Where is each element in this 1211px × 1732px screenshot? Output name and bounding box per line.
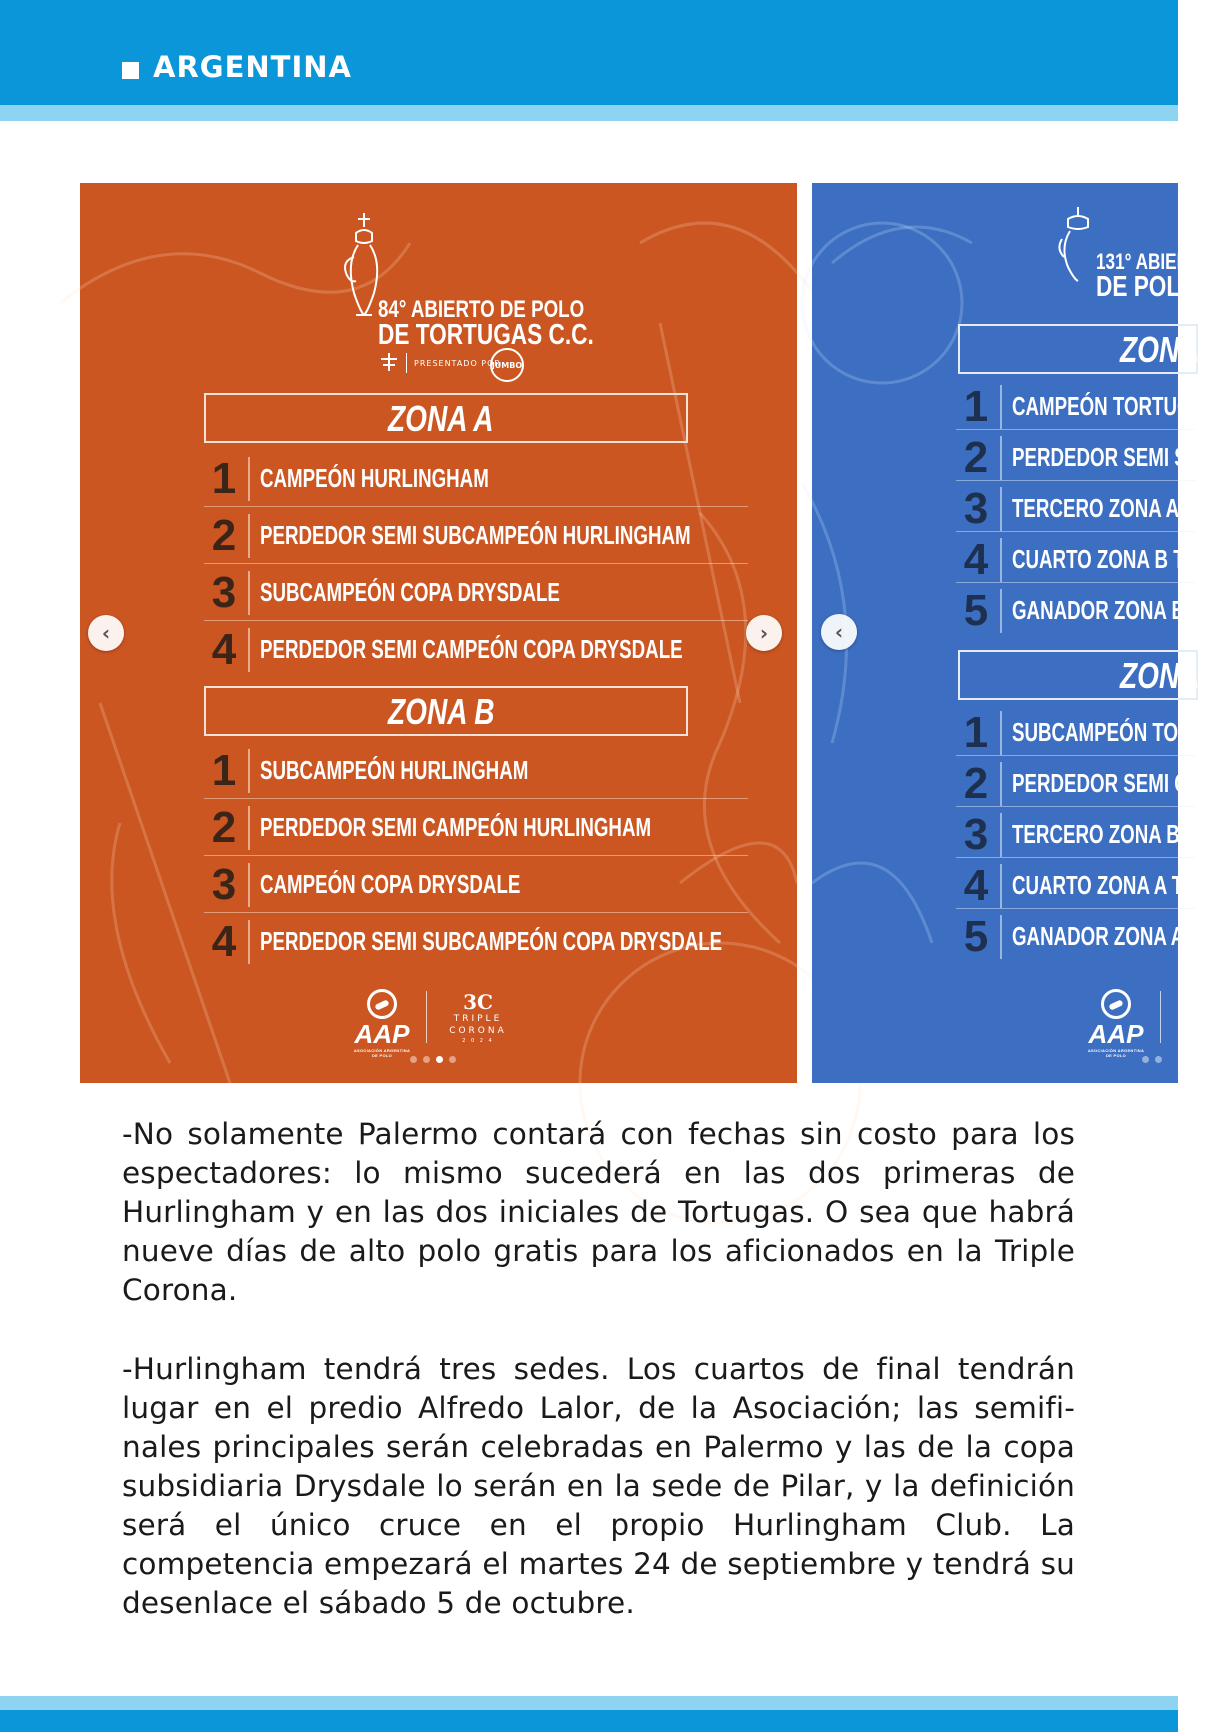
- carousel-pagination[interactable]: [1142, 1056, 1162, 1063]
- club-crest-icon: [378, 351, 400, 373]
- zona-a-entry: 2 PERDEDOR SEMI SUBCAMPEÓN HURLINGHAM: [204, 508, 748, 564]
- aap-logo: AAP ASOCIACIÓN ARGENTINA DE POLO: [352, 989, 412, 1058]
- zona-entry: 3 TERCERO ZONA B TO: [956, 807, 1196, 858]
- event-title-line2: DE TORTUGAS C.C.: [378, 319, 594, 351]
- zona-title: ZONA: [1120, 655, 1200, 696]
- section-bullet-icon: [122, 62, 139, 79]
- triple-corona-logo: 3C TRIPLE CORONA 2 0 2 4: [449, 990, 507, 1044]
- body-paragraph-2: -Hurlingham tendrá tres sedes. Los cuartos de final tendrán lugar en el predio Alfredo Lalor, de la Asociación; las semifi-nales principales serán celebradas en Palermo y las de la copa subsidiaria Drysdale lo serán en la sede de Pilar, y la definición será el único cruce en el propio Hurlingham Club. La competencia empezará el martes 24 de septiembre y tendrá su desenlace el sábado 5 de octubre.: [122, 1352, 1075, 1620]
- sponsor-logo: JUMBO: [490, 348, 524, 382]
- logo-separator: [1160, 991, 1161, 1043]
- zona-entry: 2 PERDEDOR SEMI SU: [956, 430, 1196, 481]
- zona-entry: 4 CUARTO ZONA B TO: [956, 532, 1196, 583]
- zona-a-title: ZONA A: [388, 398, 494, 439]
- chevron-left-icon: ‹: [101, 621, 111, 645]
- event-title-line2: DE POLO: [1096, 271, 1198, 303]
- event-title-line1: 84° ABIERTO DE POLO: [378, 296, 585, 323]
- zona-a-entry: 1 CAMPEÓN HURLINGHAM: [204, 451, 748, 507]
- zona-b-entry: 4 PERDEDOR SEMI SUBCAMPEÓN COPA DRYSDALE: [211, 917, 723, 966]
- carousel-prev-button[interactable]: [821, 614, 857, 650]
- presented-by-label: PRESENTADO POR: [414, 359, 501, 368]
- zona-entry: 3 TERCERO ZONA A TO: [956, 481, 1196, 532]
- logo-separator: [426, 991, 427, 1043]
- polo-ball-icon: [1101, 989, 1131, 1019]
- carousel-prev-button[interactable]: [88, 615, 124, 651]
- title-separator: [406, 353, 407, 373]
- carousel-dot[interactable]: [423, 1056, 430, 1063]
- zona-entry: 1 CAMPEÓN TORTUGA: [956, 379, 1196, 430]
- trophy-icon: [1058, 205, 1098, 285]
- zona-b-entry: 1 SUBCAMPEÓN HURLINGHAM: [204, 743, 748, 799]
- zona-entry: 2 PERDEDOR SEMI CA: [956, 756, 1196, 807]
- carousel-dot-active[interactable]: [436, 1056, 443, 1063]
- zona-b-entry: 2 PERDEDOR SEMI CAMPEÓN HURLINGHAM: [204, 800, 748, 856]
- carousel-dot[interactable]: [1155, 1056, 1162, 1063]
- carousel-pagination[interactable]: [410, 1056, 456, 1063]
- carousel-dot[interactable]: [449, 1056, 456, 1063]
- footer-band: [0, 1710, 1178, 1732]
- body-paragraph-1: -No solamente Palermo contará con fechas sin costo para los espectadores: lo mismo sucederá en las dos primeras de Hurlingham y en las dos iniciales de Tortugas. O sea que habrá nueve días de alto polo gratis para los aficionados en la Triple Corona.: [122, 1117, 1075, 1307]
- carousel-slide-hurlingham[interactable]: [812, 183, 1211, 1083]
- zona-a-entry: 3 SUBCAMPEÓN COPA DRYSDALE: [204, 565, 748, 621]
- carousel-dot[interactable]: [1142, 1056, 1149, 1063]
- zona-entry: 5 GANADOR ZONA B: [963, 586, 1185, 635]
- zona-title: ZONA: [1120, 329, 1200, 370]
- chevron-right-icon: ›: [759, 621, 769, 645]
- zona-entry: 1 SUBCAMPEÓN TOR: [956, 705, 1196, 756]
- chevron-left-icon: ‹: [834, 620, 844, 644]
- zona-entry: 4 CUARTO ZONA A TO: [956, 858, 1196, 909]
- aap-logo: AAP ASOCIACIÓN ARGENTINA DE POLO: [1086, 989, 1146, 1058]
- footer-stripe: [0, 1696, 1178, 1710]
- zona-a-entry: 4 PERDEDOR SEMI CAMPEÓN COPA DRYSDALE: [211, 625, 683, 674]
- header-stripe: [0, 105, 1178, 121]
- polo-ball-icon: [367, 989, 397, 1019]
- carousel-next-button[interactable]: [746, 615, 782, 651]
- carousel-slide-tortugas[interactable]: [80, 183, 797, 1083]
- zona-entry: 5 GANADOR ZONA A: [963, 912, 1185, 961]
- zona-b-title: ZONA B: [388, 691, 495, 732]
- zona-b-entry: 3 CAMPEÓN COPA DRYSDALE: [204, 857, 748, 913]
- carousel-dot[interactable]: [410, 1056, 417, 1063]
- event-title-line1: 131° ABIERT: [1096, 249, 1200, 274]
- section-title: ARGENTINA: [153, 50, 352, 84]
